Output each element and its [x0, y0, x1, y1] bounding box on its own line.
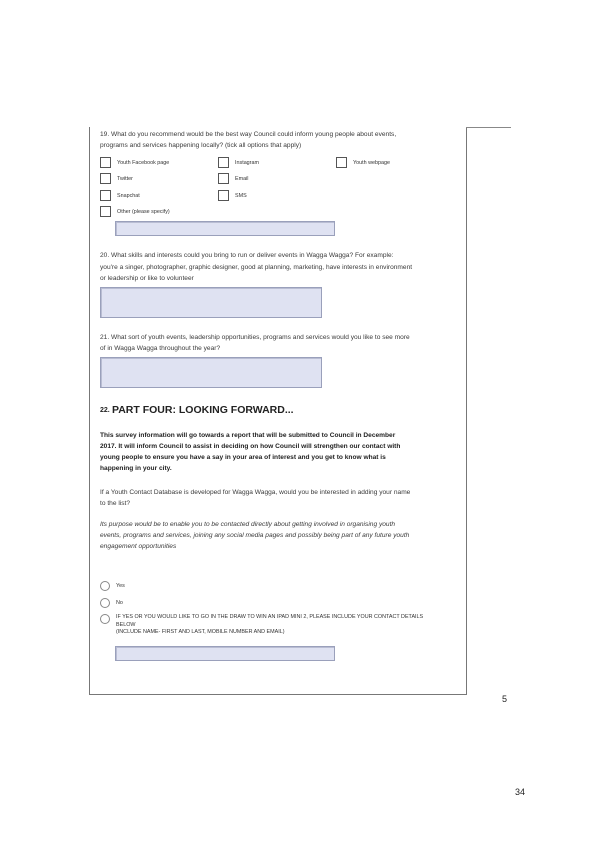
purpose-line2: events, programs and services, joining any social media pages and possibly being part of any future youth	[100, 532, 410, 539]
radio-if-yes[interactable]	[100, 614, 423, 637]
option-label: Email	[235, 175, 249, 182]
frame-top-border	[466, 127, 511, 128]
q21-text-line2: of in Wagga Wagga throughout the year?	[100, 345, 221, 352]
option-email[interactable]	[218, 173, 248, 184]
info-bold-line3: young people to ensure you have a say in your area of interest and you get to know what is	[100, 454, 386, 461]
q22-number: 22.	[100, 407, 110, 414]
purpose-line3: engagement opportunities	[100, 543, 177, 550]
info-bold-line4: happening in your city.	[100, 465, 172, 472]
q22-question-line2: to the list?	[100, 500, 131, 507]
option-label: Other (please specify)	[117, 208, 170, 215]
option-label: Instagram	[235, 159, 259, 166]
option-label: SMS	[235, 192, 247, 199]
q20-text-line3: or leadership or like to volunteer	[100, 275, 194, 282]
option-sms[interactable]	[218, 190, 247, 201]
q20-text-line2: you're a singer, photographer, graphic designer, good at planning, marketing, have interests in environment	[100, 264, 413, 271]
info-bold-line1: This survey information will go towards a report that will be submitted to Council in December	[100, 432, 396, 439]
option-label: Youth Facebook page	[117, 159, 170, 166]
q19-text-line2: programs and services happening locally? (tick all options that apply)	[100, 142, 302, 149]
checkbox[interactable]	[218, 173, 229, 184]
radio-circle[interactable]	[100, 598, 110, 608]
option-instagram[interactable]	[218, 157, 259, 168]
checkbox[interactable]	[100, 157, 111, 168]
option-other[interactable]	[100, 206, 170, 217]
frame-right-border	[466, 127, 467, 694]
q19-other-input[interactable]	[115, 221, 335, 236]
radio-if-yes-line1: IF YES OR YOU WOULD LIKE TO GO IN THE DRAW TO WIN AN IPAD MINI 2, PLEASE INCLUDE YOUR CONTACT DETAILS	[116, 614, 424, 620]
q19-text-line1: 19. What do you recommend would be the best way Council could inform young people about events,	[100, 131, 397, 138]
radio-label: No	[116, 600, 123, 606]
radio-if-yes-text	[116, 614, 423, 637]
q21-text-line1: 21. What sort of youth events, leadership opportunities, programs and services would you like to see more	[100, 334, 410, 341]
checkbox[interactable]	[218, 157, 229, 168]
checkbox[interactable]	[100, 190, 111, 201]
inner-page-number: 5	[502, 694, 508, 704]
radio-no[interactable]	[100, 598, 123, 608]
purpose-line1: Its purpose would be to enable you to be contacted directly about getting involved in organising youth	[100, 521, 396, 528]
radio-label: Yes	[116, 583, 125, 589]
checkbox[interactable]	[100, 173, 111, 184]
info-bold-line2: 2017. It will inform Council to assist in deciding on how Council will strengthen our contact with	[100, 443, 401, 450]
option-label: Snapchat	[117, 192, 140, 199]
checkbox[interactable]	[218, 190, 229, 201]
option-youth-facebook-page[interactable]	[100, 157, 169, 168]
option-youth-webpage[interactable]	[336, 157, 390, 168]
checkbox[interactable]	[336, 157, 347, 168]
contact-details-input[interactable]	[115, 646, 335, 661]
page-number: 34	[515, 787, 526, 797]
option-twitter[interactable]	[100, 173, 133, 184]
q20-textarea[interactable]	[100, 287, 322, 318]
q22-question-line1: If a Youth Contact Database is developed for Wagga Wagga, would you be interested in adding your name	[100, 489, 411, 496]
option-label: Youth webpage	[353, 159, 390, 166]
radio-if-yes-line2: BELOW	[116, 621, 136, 628]
option-label: Twitter	[117, 175, 133, 182]
section-heading: PART FOUR: LOOKING FORWARD...	[112, 404, 294, 416]
checkbox[interactable]	[100, 206, 111, 217]
radio-circle[interactable]	[100, 581, 110, 591]
q20-text-line1: 20. What skills and interests could you bring to run or deliver events in Wagga Wagga? For example:	[100, 252, 394, 259]
option-snapchat[interactable]	[100, 190, 140, 201]
q21-textarea[interactable]	[100, 357, 322, 388]
radio-if-yes-line3: (INCLUDE NAME- FIRST AND LAST, MOBILE NUMBER AND EMAIL)	[116, 629, 285, 635]
radio-yes[interactable]	[100, 581, 125, 591]
radio-circle[interactable]	[100, 614, 110, 624]
